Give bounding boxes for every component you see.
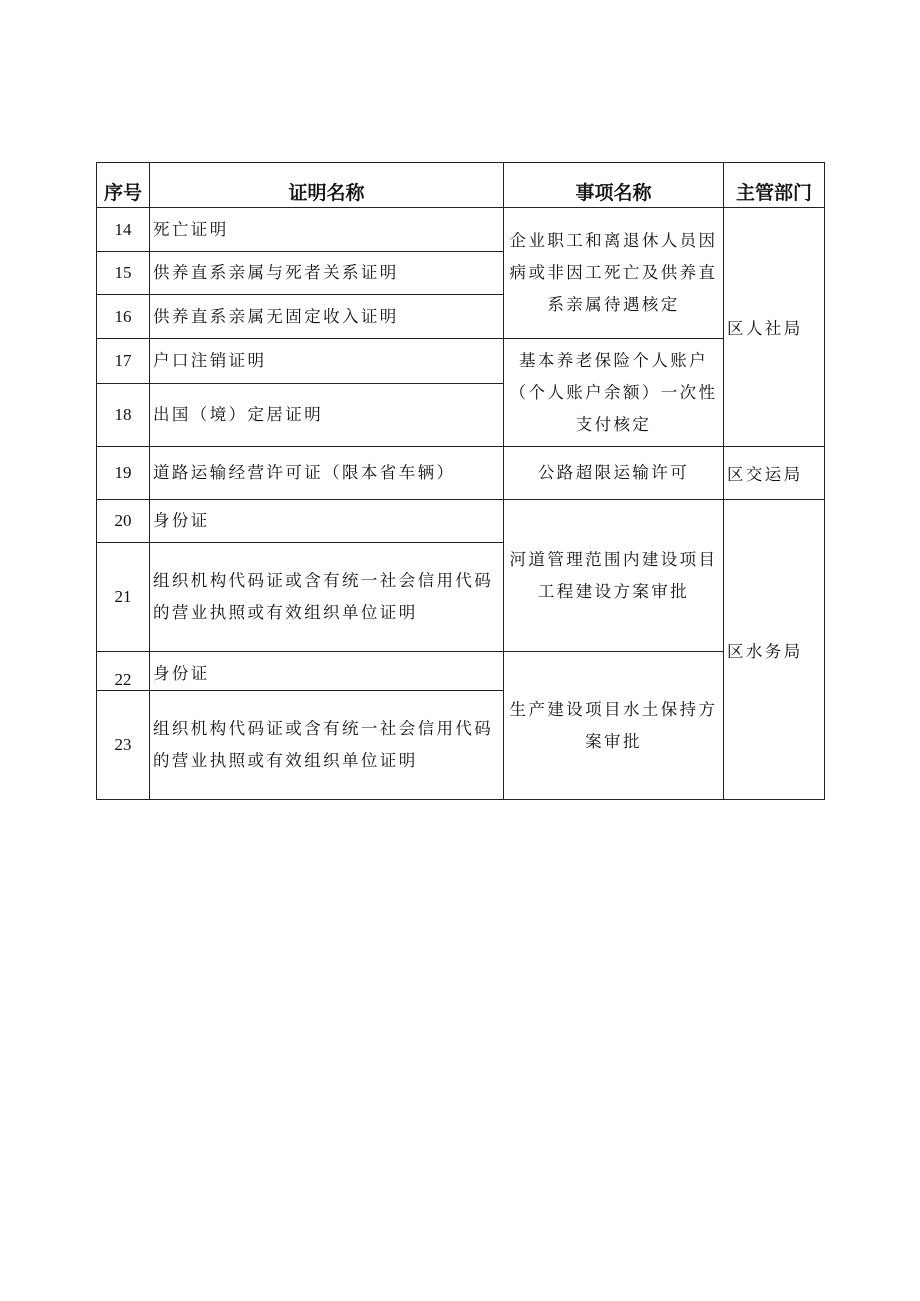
row-cert-name: 户口注销证明 — [150, 339, 504, 384]
table-row — [97, 500, 825, 543]
row-cert-name: 出国（境）定居证明 — [150, 384, 504, 447]
row-seq: 20 — [97, 500, 150, 543]
row-seq: 14 — [97, 208, 150, 252]
row-department: 区水务局 — [724, 500, 825, 800]
header-seq: 序号 — [97, 163, 150, 208]
header-department: 主管部门 — [724, 163, 825, 208]
row-cert-name: 供养直系亲属无固定收入证明 — [150, 295, 504, 339]
row-seq: 15 — [97, 252, 150, 295]
row-cert-name: 道路运输经营许可证（限本省车辆） — [150, 447, 504, 500]
row-item-name: 公路超限运输许可 — [504, 447, 724, 500]
row-item-name: 基本养老保险个人账户（个人账户余额）一次性支付核定 — [504, 339, 724, 447]
row-cert-name: 死亡证明 — [150, 208, 504, 252]
row-cert-name: 组织机构代码证或含有统一社会信用代码的营业执照或有效组织单位证明 — [150, 543, 504, 652]
table-row — [97, 339, 825, 384]
row-seq: 16 — [97, 295, 150, 339]
row-department: 区交运局 — [724, 447, 825, 500]
row-item-name: 企业职工和离退休人员因病或非因工死亡及供养直系亲属待遇核定 — [504, 208, 724, 339]
row-cert-name: 组织机构代码证或含有统一社会信用代码的营业执照或有效组织单位证明 — [150, 691, 504, 800]
table-row — [97, 652, 825, 691]
table-row — [97, 447, 825, 500]
row-cert-name: 供养直系亲属与死者关系证明 — [150, 252, 504, 295]
header-item-name: 事项名称 — [504, 163, 724, 208]
header-cert-name: 证明名称 — [150, 163, 504, 208]
row-cert-name: 身份证 — [150, 652, 504, 691]
row-department: 区人社局 — [724, 208, 825, 447]
row-cert-name: 身份证 — [150, 500, 504, 543]
row-seq: 21 — [97, 543, 150, 652]
row-seq: 23 — [97, 691, 150, 800]
table-row — [97, 208, 825, 252]
certificate-table — [96, 162, 825, 800]
table-header-row — [97, 163, 825, 208]
row-seq: 19 — [97, 447, 150, 500]
row-item-name: 生产建设项目水土保持方案审批 — [504, 652, 724, 800]
row-seq: 18 — [97, 384, 150, 447]
row-seq: 17 — [97, 339, 150, 384]
row-seq: 22 — [97, 652, 150, 691]
row-item-name: 河道管理范围内建设项目工程建设方案审批 — [504, 500, 724, 652]
